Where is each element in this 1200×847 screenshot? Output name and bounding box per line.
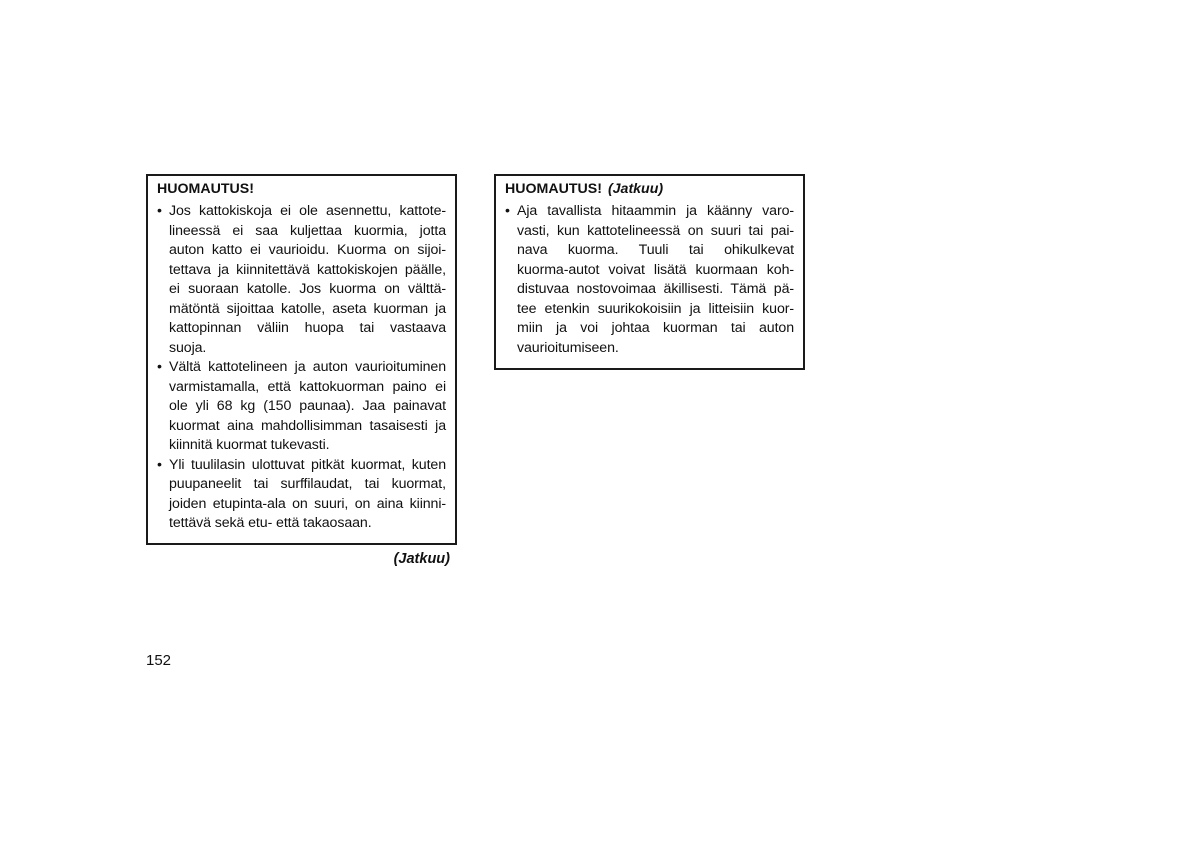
notice-heading xyxy=(505,180,794,202)
text-line: tettava ja kiinnitettävä kattokiskojen päälle, xyxy=(169,261,446,278)
notice-heading-label: HUOMAUTUS! xyxy=(157,181,254,197)
bullet-icon: • xyxy=(157,359,162,375)
continued-label: (Jatkuu) xyxy=(393,551,450,567)
text-line: Vältä kattotelineen ja auton vaurioituminen xyxy=(169,359,446,375)
text-line: tettävä sekä etu- että takaosaan. xyxy=(169,515,372,531)
text-line: Jos kattokiskoja ei ole asennettu, kattote- xyxy=(169,203,446,219)
notice-heading-label: HUOMAUTUS! xyxy=(505,181,602,197)
text-line: kuorma-autot voivat lisätä kuormaan koh- xyxy=(517,261,794,278)
notice-bullet-item xyxy=(157,358,446,456)
notice-heading-continued: (Jatkuu) xyxy=(607,181,664,197)
bullet-icon: • xyxy=(157,456,162,473)
bullet-icon: • xyxy=(505,203,510,219)
text-line: ei suoraan katolle. Jos kuorma on välttä- xyxy=(169,281,446,297)
text-line: kuormat aina mahdollisimman tasaisesti ja xyxy=(169,417,446,434)
notice-bullet-item xyxy=(505,202,794,358)
bullet-icon: • xyxy=(157,203,162,219)
text-line: vaurioitumiseen. xyxy=(517,339,619,356)
text-line: puupaneelit tai surffilaudat, tai kuormat, xyxy=(169,476,446,492)
text-line: distuvaa nostovoimaa äkillisesti. Tämä pä- xyxy=(517,281,794,297)
text-line: Aja tavallista hitaammin ja käänny varo- xyxy=(517,203,794,219)
notice-bullet-item xyxy=(157,202,446,358)
notice-bullet-list xyxy=(505,202,794,358)
text-line: suoja. xyxy=(169,339,207,356)
text-line: joiden etupinta-ala on suuri, on aina kiinni- xyxy=(169,495,446,512)
notice-box-left xyxy=(146,174,457,545)
text-line: kattopinnan väliin huopa tai vastaava xyxy=(169,320,446,336)
text-line: Yli tuulilasin ulottuvat pitkät kuormat, kuten xyxy=(169,456,446,473)
notice-bullet-item xyxy=(157,456,446,534)
text-line: vasti, kun kattotelineessä on suuri tai pai- xyxy=(517,222,794,239)
text-line: tee etenkin suurikokoisiin ja litteisiin kuor- xyxy=(517,300,794,317)
page-number: 152 xyxy=(146,652,172,669)
text-line: varmistamalla, että kattokuorman paino ei xyxy=(169,378,446,395)
notice-box-right xyxy=(494,174,805,370)
text-line: lineessä ei saa kuljettaa kuormia, jotta xyxy=(169,222,446,239)
text-line: ole yli 68 kg (150 paunaa). Jaa painavat xyxy=(169,398,446,414)
text-line: miin ja voi johtaa kuorman tai auton xyxy=(517,320,794,336)
text-line: nava kuorma. Tuuli tai ohikulkevat xyxy=(517,242,794,258)
text-line: mätöntä sijoittaa katolle, aseta kuorman ja xyxy=(169,300,446,317)
text-line: kiinnitä kuormat tukevasti. xyxy=(169,437,330,453)
notice-heading xyxy=(157,180,446,202)
notice-bullet-list xyxy=(157,202,446,534)
text-line: auton katto ei vaurioidu. Kuorma on sijoi- xyxy=(169,242,446,258)
